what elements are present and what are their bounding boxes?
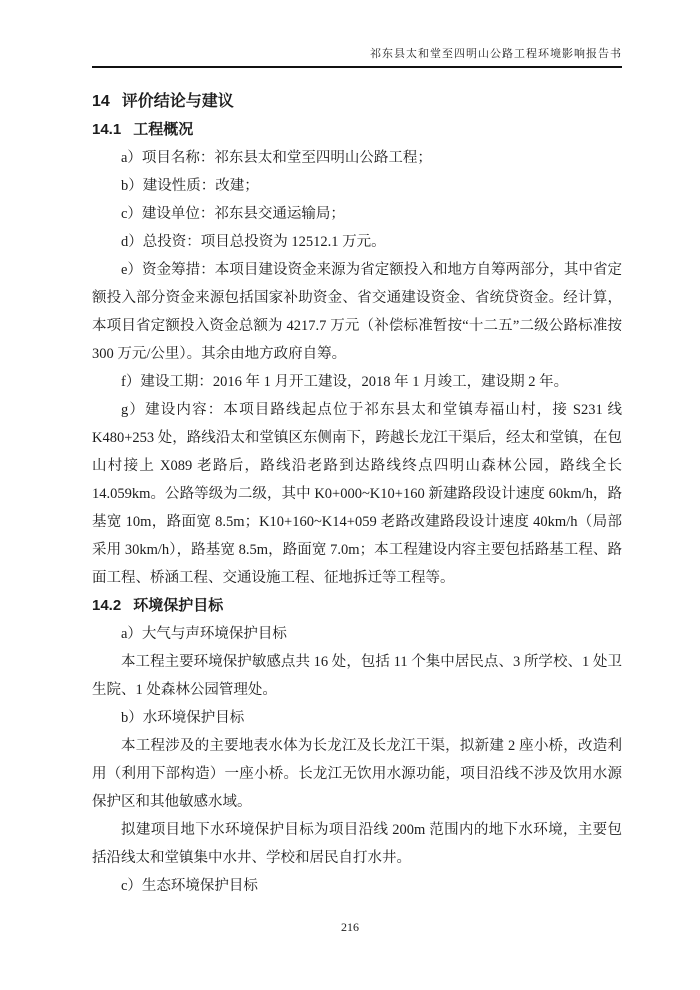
running-header-title: 祁东县太和堂至四明山公路工程环境影响报告书 (370, 48, 622, 60)
item-total-investment: d）总投资：项目总投资为 12512.1 万元。 (121, 234, 386, 250)
chapter-title: 评价结论与建议 (121, 93, 234, 110)
section-141-number: 14.1 (92, 121, 122, 138)
para-surface-water: 本工程涉及的主要地表水体为长龙江及长龙江干渠，拟新建 2 座小桥，改造利用（利用下部构造）一座小桥。长龙江无饮用水源功能，项目沿线不涉及饮用水源保护区和其他敏感水域。 (92, 738, 622, 810)
section-142-number: 14.2 (92, 597, 122, 614)
section-141-title: 工程概况 (133, 121, 194, 138)
header-rule (92, 66, 622, 68)
subitem-air-noise-target: a）大气与声环境保护目标 (121, 626, 287, 642)
page-content (92, 88, 622, 900)
item-project-name: a）项目名称：祁东县太和堂至四明山公路工程； (121, 150, 432, 166)
para-funding: e）资金筹措：本项目建设资金来源为省定额投入和地方自筹两部分，其中省定额投入部分资金来源包括国家补助资金、省交通建设资金、省统贷资金。经计算，本项目省定额投入资金总额为 4217.7 万元（补偿标准暂按“十二五”二级公路标准按 300 万元/公里）。其余由地方政府自筹。 (92, 262, 622, 362)
page-number: 216 (341, 920, 359, 934)
chapter-heading (92, 88, 622, 116)
section-142-title: 环境保护目标 (133, 597, 224, 614)
item-construction-nature: b）建设性质：改建； (121, 178, 259, 194)
para-construction-period: f）建设工期：2016 年 1 月开工建设，2018 年 1 月竣工，建设期 2 年。 (121, 374, 569, 390)
section-142-heading (92, 592, 622, 620)
subitem-water-target: b）水环境保护目标 (121, 710, 245, 726)
para-construction-content: g）建设内容：本项目路线起点位于祁东县太和堂镇寿福山村，接 S231 线 K480+253 处，路线沿太和堂镇区东侧南下，跨越长龙江干渠后，经太和堂镇，在包山村接上 X089 老路后，路线沿老路到达路线终点四明山森林公园，路线全长 14.059km。公路等级为二级，其中 K0+000~K10+160 新建路段设计速度 60km/h，路基宽 10m，路面宽 8.5m；K10+160~K14+059 老路改建路段设计速度 40km/h（局部采用 30km/h），路基宽 8.5m，路面宽 7.0m；本工程建设内容主要包括路基工程、路面工程、桥涵工程、交通设施工程、征地拆迁等工程等。 (92, 402, 622, 586)
section-141-heading (92, 116, 622, 144)
item-construction-unit: c）建设单位：祁东县交通运输局； (121, 206, 345, 222)
chapter-number: 14 (92, 93, 110, 110)
para-groundwater: 拟建项目地下水环境保护目标为项目沿线 200m 范围内的地下水环境，主要包括沿线太和堂镇集中水井、学校和居民自打水井。 (92, 822, 622, 866)
subitem-ecology-target: c）生态环境保护目标 (121, 878, 258, 894)
para-sensitive-points: 本工程主要环境保护敏感点共 16 处，包括 11 个集中居民点、3 所学校、1 处卫生院、1 处森林公园管理处。 (92, 654, 622, 698)
